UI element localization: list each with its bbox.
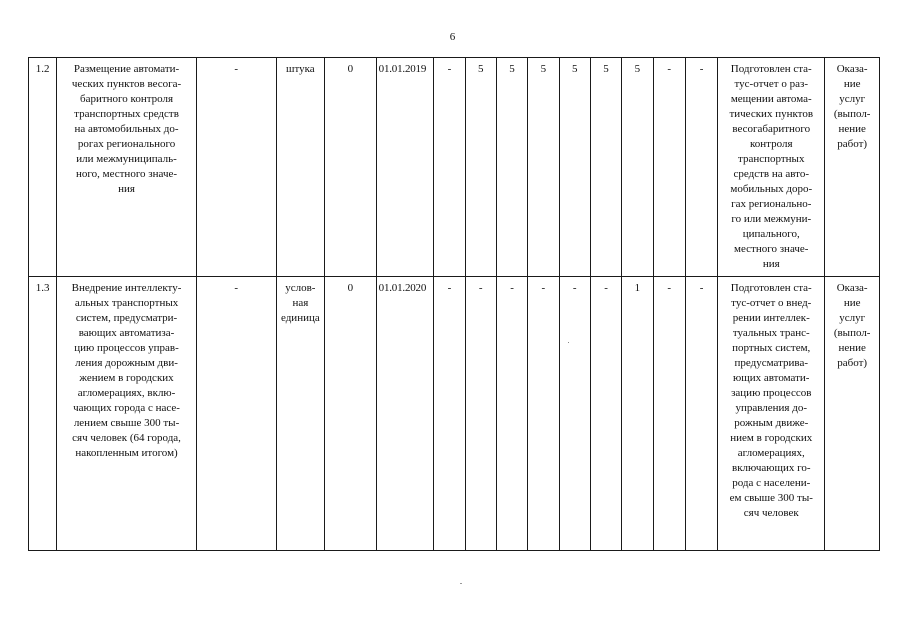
measure-name-line: систем, предусматри- [75,312,178,324]
measure-name-line: или межмуниципаль- [76,153,177,165]
result-cell-line: весогабаритного [732,123,811,135]
result-cell-line: Подготовлен ста- [730,63,812,75]
measure-name [57,58,196,277]
work-type-cell-line: нение [838,342,866,354]
measure-name-line: ного, местного значе- [76,168,178,180]
measure-name-line: агломерациях, вклю- [77,387,176,399]
measure-name-line: транспортных средств [74,108,179,120]
dash-cell: - [196,277,276,551]
measure-name [57,277,196,551]
unit-cell [276,58,325,277]
result-cell-line: нием в городских [730,432,813,444]
year-value-cell: - [559,277,590,551]
measure-name-line: жением в городских [79,372,174,384]
year-value-cell: - [653,58,685,277]
result-cell-line: рожным движе- [734,417,809,429]
work-type-cell-line: нение [838,123,866,135]
table-row [29,58,880,277]
result-cell-line: предусматрива- [734,357,808,369]
result-cell-line: рении интеллек- [732,312,810,324]
result-cell-line: сяч человек [743,507,799,519]
measure-name-line: сяч человек (64 города, [72,432,181,444]
year-value-cell: - [465,277,496,551]
plan-table [28,57,880,551]
measure-name-line: Размещение автомати- [73,63,180,75]
base-value-cell: 0 [325,277,377,551]
measure-name-line: цию процессов управ- [74,342,179,354]
year-value-cell: - [434,277,465,551]
work-type-cell-line: (выпол- [833,327,871,339]
year-value-cell: 5 [590,58,621,277]
result-cell-line: го или межмуни- [731,213,812,225]
scan-speck [568,342,569,343]
work-type-cell-line: услуг [839,312,866,324]
dash-cell: - [196,58,276,277]
year-value-cell: - [528,277,559,551]
year-value-cell: 5 [559,58,590,277]
unit-cell-line: штука [286,63,315,75]
work-type-cell-line: (выпол- [833,108,871,120]
measure-name-line: Внедрение интеллекту- [71,282,182,294]
measure-name-line: вающих автоматиза- [78,327,175,339]
base-value-cell: 0 [325,58,377,277]
year-value-cell: - [685,277,717,551]
result-cell-line: рода с населени- [732,477,811,489]
result-cell-line: ющих автомати- [733,372,810,384]
result-cell [718,277,825,551]
work-type-cell [825,277,880,551]
result-cell-line: транспортных [738,153,805,165]
result-cell [718,58,825,277]
work-type-cell-line: работ) [837,357,868,369]
unit-cell-line: единица [280,312,320,324]
measure-name-line: чающих города с насе- [73,402,180,414]
year-value-cell: - [590,277,621,551]
work-type-cell-line: работ) [837,138,868,150]
unit-cell [276,277,325,551]
measure-name-line: ния [118,183,135,195]
result-cell-line: Подготовлен ста- [730,282,812,294]
result-cell-line: средств на авто- [733,168,809,180]
measure-name-line: накопленным итогом) [75,447,178,459]
measure-name-line: рогах регионального [77,138,176,150]
result-cell-line: гах регионально- [731,198,812,210]
work-type-cell-line: Оказа- [836,63,868,75]
row-number: 1.2 [29,58,57,277]
result-cell-line: мобильных доро- [730,183,813,195]
measure-name-line: баритного контроля [79,93,174,105]
work-type-cell-line: Оказа- [836,282,868,294]
work-type-cell-line: ние [843,297,861,309]
work-type-cell-line: ние [843,78,861,90]
result-cell-line: мещении автома- [730,93,812,105]
measure-name-line: ческих пунктов весога- [71,78,182,90]
result-cell-line: тус-отчет о раз- [734,78,808,90]
base-date-cell: 01.01.2020 [376,277,434,551]
year-value-cell: - [434,58,465,277]
work-type-cell [825,58,880,277]
page-number: 6 [449,31,456,43]
result-cell-line: тических пунктов [729,108,814,120]
result-cell-line: туальных транс- [732,327,810,339]
result-cell-line: портных систем, [732,342,811,354]
measure-name-line: на автомобильных до- [74,123,179,135]
measure-name-line: ления дорожным дви- [75,357,178,369]
year-value-cell: 5 [465,58,496,277]
base-date-cell: 01.01.2019 [376,58,434,277]
year-value-cell: 5 [496,58,527,277]
unit-cell-line: ная [292,297,309,309]
measure-name-line: лением свыше 300 ты- [73,417,180,429]
year-value-cell: - [496,277,527,551]
measure-name-line: альных транспортных [74,297,179,309]
result-cell-line: местного значе- [734,243,809,255]
year-value-cell: 1 [622,277,653,551]
result-cell-line: контроля [749,138,793,150]
result-cell-line: управления до- [735,402,808,414]
result-cell-line: ния [762,258,780,270]
result-cell-line: зацию процессов [731,387,812,399]
year-value-cell: - [653,277,685,551]
unit-cell-line: услов- [285,282,316,294]
year-value-cell: - [685,58,717,277]
year-value-cell: 5 [528,58,559,277]
result-cell-line: ем свыше 300 ты- [729,492,813,504]
result-cell-line: агломерациях, [737,447,805,459]
row-number: 1.3 [29,277,57,551]
scan-mark [460,583,462,584]
year-value-cell: 5 [622,58,653,277]
table-row [29,277,880,551]
result-cell-line: ципального, [742,228,800,240]
result-cell-line: включающих го- [732,462,811,474]
result-cell-line: тус-отчет о внед- [731,297,812,309]
work-type-cell-line: услуг [839,93,866,105]
